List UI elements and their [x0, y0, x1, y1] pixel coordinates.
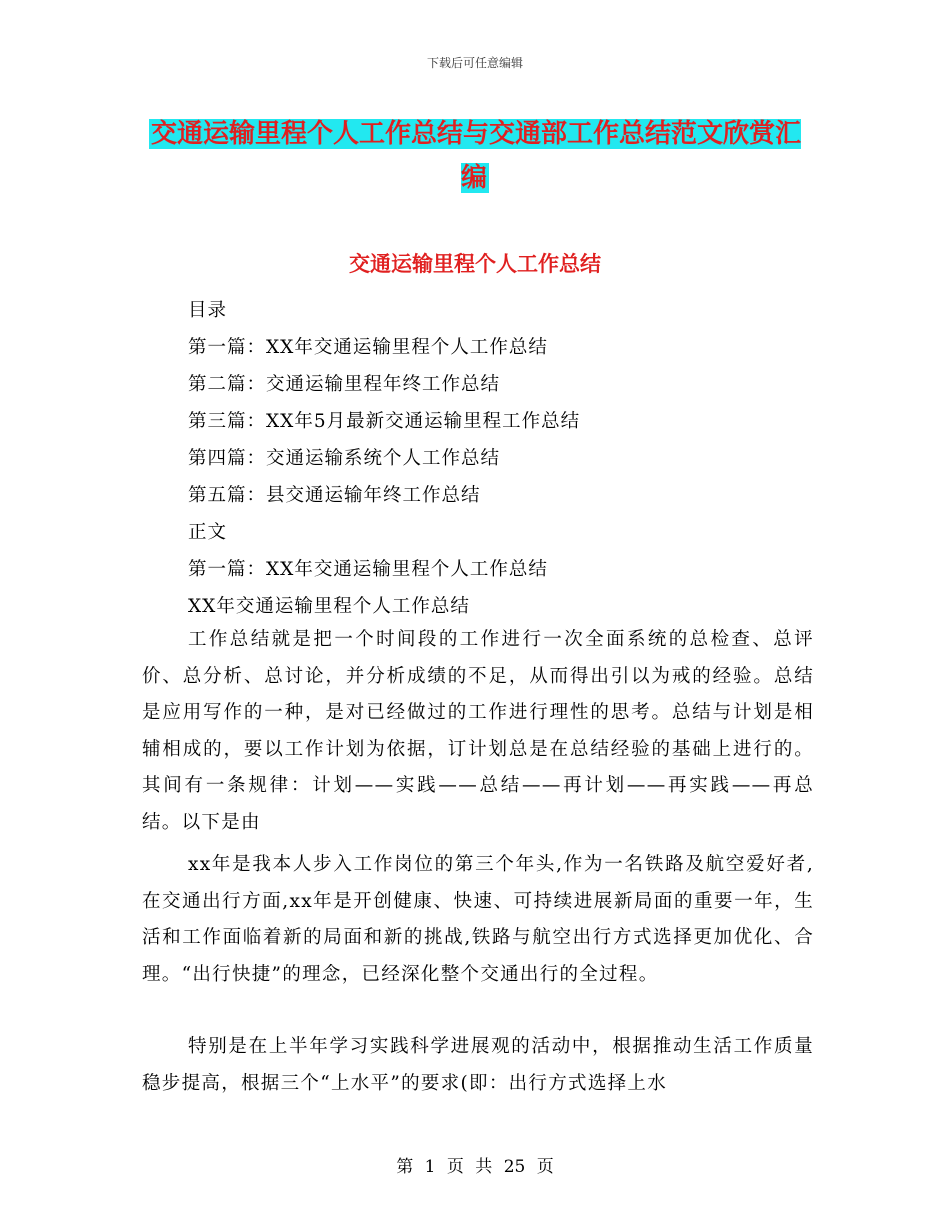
toc-item: 第一篇：XX年交通运输里程个人工作总结 [188, 337, 548, 358]
toc-heading: 目录 [188, 300, 228, 321]
toc-item: 第二篇：交通运输里程年终工作总结 [188, 374, 501, 395]
toc-item: 第三篇：XX年5月最新交通运输里程工作总结 [188, 411, 581, 432]
page-footer: 第 1 页 共 25 页 [396, 1157, 554, 1177]
toc-item: 第四篇：交通运输系统个人工作总结 [188, 448, 501, 469]
document-title [140, 112, 810, 200]
article-subheading: XX年交通运输里程个人工作总结 [188, 596, 470, 617]
article-heading: 第一篇：XX年交通运输里程个人工作总结 [188, 559, 548, 580]
body-paragraph: 工作总结就是把一个时间段的工作进行一次全面系统的总检查、总评价、总分析、总讨论，并分析成绩的不足，从而得出引以为戒的经验。总结是应用写作的一种，是对已经做过的工作进行理性的思考。总结与计划是相辅相成的，要以工作计划为依据，订计划总是在总结经验的基础上进行的。其间有一条规律：计划——实践——总结——再计划——再实践——再总结。以下是由 [142, 629, 814, 833]
body-heading: 正文 [188, 522, 228, 543]
header-note: 下载后可任意编辑 [426, 56, 523, 70]
body-paragraph: xx年是我本人步入工作岗位的第三个年头,作为一名铁路及航空爱好者,在交通出行方面,xx年是开创健康、快速、可持续进展新局面的重要一年，生活和工作面临着新的局面和新的挑战,铁路与航空出行方式选择更加优化、合理。“出行快捷”的理念，已经深化整个交通出行的全过程。 [142, 854, 814, 985]
document-title-text: 交通运输里程个人工作总结与交通部工作总结范文欣赏汇编 [150, 119, 801, 193]
toc-item: 第五篇：县交通运输年终工作总结 [188, 485, 481, 506]
table-of-contents [188, 292, 828, 625]
body-paragraph: 特别是在上半年学习实践科学进展观的活动中，根据推动生活工作质量稳步提高，根据三个“上水平”的要求(即：出行方式选择上水 [142, 1036, 814, 1094]
section-title: 交通运输里程个人工作总结 [349, 252, 601, 276]
